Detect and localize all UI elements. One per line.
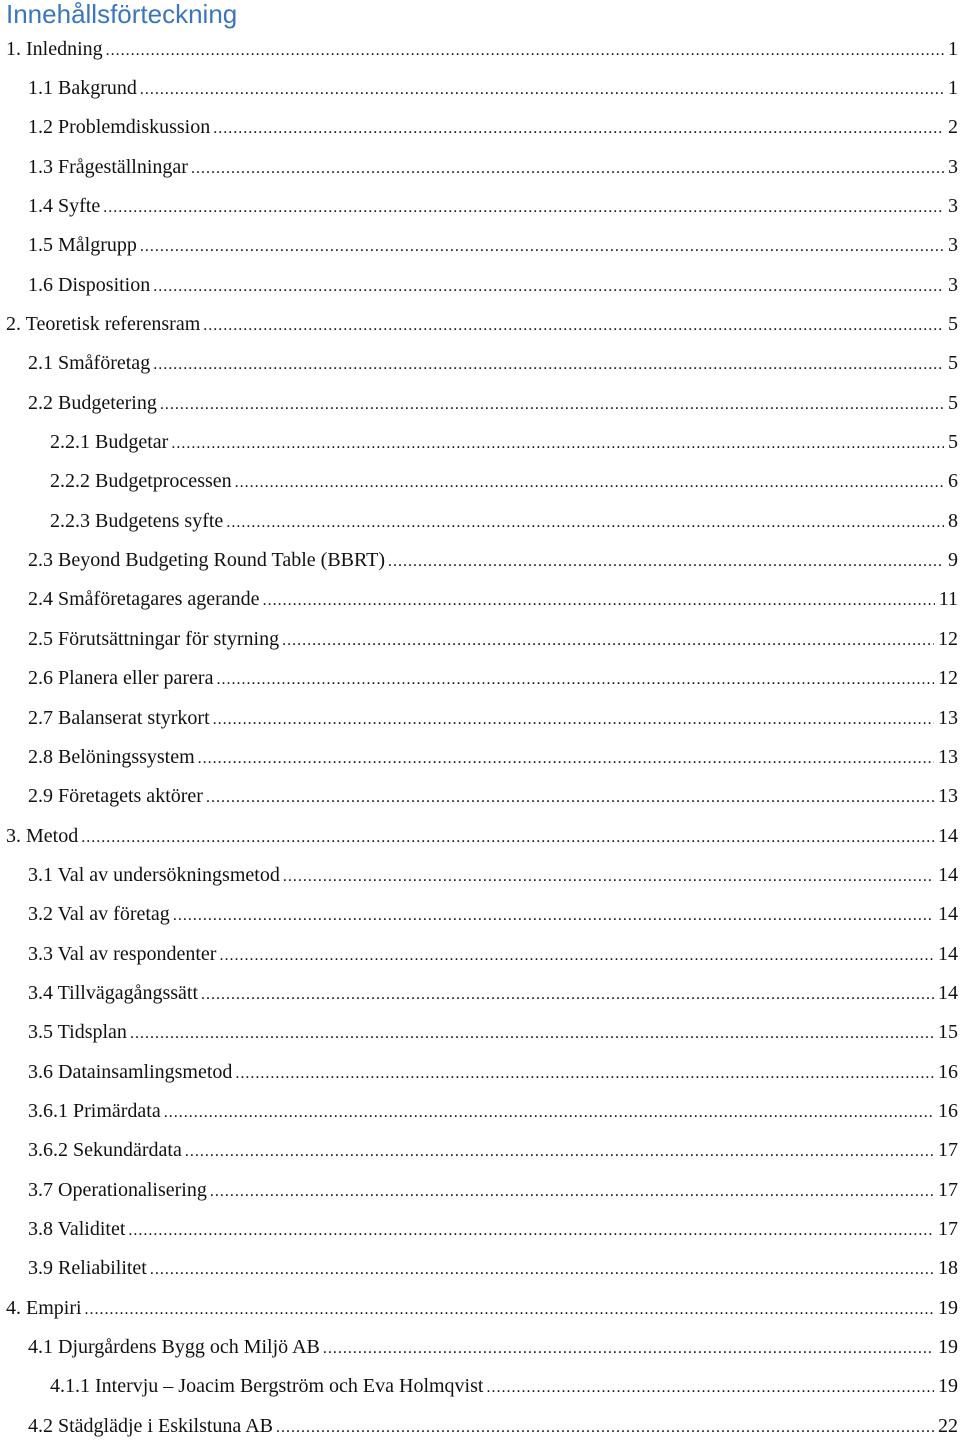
toc-entry-page: 3: [948, 155, 958, 178]
toc-dot-leader: [140, 78, 944, 102]
toc-entry[interactable]: [0, 698, 960, 737]
toc-entry-text: 3.7 Operationalisering: [28, 1178, 207, 1201]
toc-dot-leader: [164, 1101, 934, 1125]
toc-entry[interactable]: [0, 1013, 960, 1052]
toc-dot-leader: [81, 826, 934, 850]
toc-entry-page: 12: [938, 627, 958, 650]
toc-entry[interactable]: [0, 1406, 960, 1445]
toc-dot-leader: [235, 1062, 934, 1086]
toc-entry-page: 8: [948, 509, 958, 532]
toc-entry[interactable]: [0, 383, 960, 422]
toc-dot-leader: [210, 1180, 934, 1204]
toc-entry-text: 2.1 Småföretag: [28, 352, 151, 375]
toc-dot-leader: [150, 1258, 934, 1282]
toc-entry-text: 4.1 Djurgårdens Bygg och Miljö AB: [28, 1336, 320, 1359]
toc-entry-text: 4.1.1 Intervju – Joacim Bergström och Eva Holmqvist: [50, 1375, 484, 1398]
toc-dot-leader: [191, 157, 944, 181]
toc-dot-leader: [198, 747, 934, 771]
toc-entry[interactable]: [0, 895, 960, 934]
toc-entry-page: 3: [948, 234, 958, 257]
toc-entry-page: 19: [938, 1375, 958, 1398]
toc-dot-leader: [219, 944, 934, 968]
toc-dot-leader: [226, 511, 944, 535]
toc-entry-text: 1. Inledning: [6, 37, 103, 60]
toc-entry-page: 13: [938, 785, 958, 808]
toc-entry[interactable]: [0, 501, 960, 540]
toc-entry[interactable]: [0, 304, 960, 343]
toc-entry-text: 3.6.1 Primärdata: [28, 1099, 161, 1122]
toc-entry-text: 2.2.2 Budgetprocessen: [50, 470, 232, 493]
toc-entry[interactable]: [0, 580, 960, 619]
toc-entry[interactable]: [0, 29, 960, 68]
toc-dot-leader: [235, 471, 944, 495]
toc-entry[interactable]: [0, 816, 960, 855]
toc-entry[interactable]: [0, 68, 960, 107]
toc-entry-page: 17: [938, 1139, 958, 1162]
toc-title: Innehållsförteckning: [6, 0, 238, 29]
toc-dot-leader: [85, 1298, 934, 1322]
toc-entry-page: 19: [938, 1336, 958, 1359]
toc-dot-leader: [103, 196, 944, 220]
toc-entry-text: 3.6.2 Sekundärdata: [28, 1139, 182, 1162]
toc-dot-leader: [323, 1337, 934, 1361]
toc-entry[interactable]: [0, 1131, 960, 1170]
toc-dot-leader: [128, 1219, 934, 1243]
toc-dot-leader: [213, 117, 944, 141]
toc-entry[interactable]: [0, 659, 960, 698]
toc-entry-page: 5: [948, 431, 958, 454]
toc-entry[interactable]: [0, 737, 960, 776]
toc-entry-text: 4. Empiri: [6, 1296, 82, 1319]
toc-dot-leader: [153, 275, 944, 299]
toc-dot-leader: [206, 786, 934, 810]
toc-dot-leader: [388, 550, 944, 574]
toc-entry-text: 3.1 Val av undersökningsmetod: [28, 863, 280, 886]
toc-entry-text: 1.1 Bakgrund: [28, 77, 137, 100]
toc-entry[interactable]: [0, 422, 960, 461]
toc-entry-page: 14: [938, 824, 958, 847]
toc-entry-page: 1: [948, 37, 958, 60]
toc-entry-text: 2.4 Småföretagares agerande: [28, 588, 260, 611]
toc-entry[interactable]: [0, 108, 960, 147]
toc-entry[interactable]: [0, 186, 960, 225]
toc-entry-page: 14: [938, 981, 958, 1004]
toc-dot-leader: [263, 589, 935, 613]
toc-dot-leader: [130, 1022, 934, 1046]
toc-entry-page: 12: [938, 667, 958, 690]
toc-entry-page: 3: [948, 273, 958, 296]
toc-dot-leader: [203, 314, 944, 338]
toc-entry[interactable]: [0, 777, 960, 816]
toc-entry[interactable]: [0, 540, 960, 579]
toc-entry-page: 22: [938, 1414, 958, 1437]
toc-entry[interactable]: [0, 1209, 960, 1248]
toc-entry[interactable]: [0, 1170, 960, 1209]
toc-entry-page: 14: [938, 903, 958, 926]
toc-entry-page: 1: [948, 77, 958, 100]
toc-entry-page: 5: [948, 352, 958, 375]
toc-entry-page: 13: [938, 745, 958, 768]
toc-entry-text: 2.7 Balanserat styrkort: [28, 706, 210, 729]
toc-entry-text: 3.5 Tidsplan: [28, 1021, 127, 1044]
toc-entry-page: 13: [938, 706, 958, 729]
toc-dot-leader: [173, 904, 934, 928]
toc-entry-text: 3.4 Tillvägagångssätt: [28, 981, 199, 1004]
toc-entry-page: 2: [948, 116, 958, 139]
toc-entry-page: 5: [948, 391, 958, 414]
toc-entry-text: 3.6 Datainsamlingsmetod: [28, 1060, 233, 1083]
toc-dot-leader: [171, 432, 944, 456]
toc-dot-leader: [201, 983, 934, 1007]
toc-entry-page: 17: [938, 1217, 958, 1240]
toc-entry-page: 18: [938, 1257, 958, 1280]
toc-dot-leader: [216, 668, 934, 692]
toc-entry[interactable]: [0, 1288, 960, 1327]
toc-entry-page: 16: [938, 1060, 958, 1083]
toc-entry[interactable]: [0, 934, 960, 973]
toc-entry-text: 2. Teoretisk referensram: [6, 313, 201, 336]
toc-entry-text: 1.5 Målgrupp: [28, 234, 137, 257]
toc-entry[interactable]: [0, 147, 960, 186]
toc-entry-page: 17: [938, 1178, 958, 1201]
toc-entry-text: 1.6 Disposition: [28, 273, 151, 296]
toc-entry-text: 3.9 Reliabilitet: [28, 1257, 147, 1280]
toc-entry[interactable]: [0, 973, 960, 1012]
toc-entry[interactable]: [0, 1091, 960, 1130]
toc-entry-text: 2.5 Förutsättningar för styrning: [28, 627, 280, 650]
toc-entry[interactable]: [0, 1249, 960, 1288]
toc-entry-text: 1.4 Syfte: [28, 195, 101, 218]
toc-entry[interactable]: [0, 1367, 960, 1406]
toc-entry-page: 14: [938, 942, 958, 965]
toc-entry-page: 11: [938, 588, 958, 611]
toc-dot-leader: [160, 393, 944, 417]
toc-dot-leader: [213, 708, 934, 732]
toc-entry-text: 2.2.3 Budgetens syfte: [50, 509, 224, 532]
toc-dot-leader: [486, 1376, 934, 1400]
toc-entry-text: 1.2 Problemdiskussion: [28, 116, 211, 139]
toc-entry[interactable]: [0, 344, 960, 383]
toc-entry-text: 2.2 Budgetering: [28, 391, 157, 414]
toc-entry-text: 2.2.1 Budgetar: [50, 431, 169, 454]
toc-entry-page: 19: [938, 1296, 958, 1319]
toc-list: [0, 29, 960, 1445]
toc-entry-text: 4.2 Städglädje i Eskilstuna AB: [28, 1414, 273, 1437]
toc-entry-text: 2.3 Beyond Budgeting Round Table (BBRT): [28, 549, 386, 572]
toc-dot-leader: [283, 865, 934, 889]
toc-entry[interactable]: [0, 265, 960, 304]
toc-entry-text: 3.2 Val av företag: [28, 903, 170, 926]
toc-dot-leader: [185, 1140, 934, 1164]
toc-entry-text: 2.8 Belöningssystem: [28, 745, 195, 768]
toc-entry[interactable]: [0, 619, 960, 658]
toc-entry-page: 9: [948, 549, 958, 572]
toc-dot-leader: [153, 353, 944, 377]
toc-entry-page: 16: [938, 1099, 958, 1122]
toc-dot-leader: [276, 1416, 934, 1440]
toc-entry-text: 2.6 Planera eller parera: [28, 667, 214, 690]
toc-entry-text: 3. Metod: [6, 824, 79, 847]
toc-entry-text: 1.3 Frågeställningar: [28, 155, 188, 178]
toc-entry[interactable]: [0, 1052, 960, 1091]
toc-entry-text: 2.9 Företagets aktörer: [28, 785, 203, 808]
toc-entry-page: 14: [938, 863, 958, 886]
toc-entry-page: 5: [948, 313, 958, 336]
toc-entry-page: 15: [938, 1021, 958, 1044]
toc-dot-leader: [282, 629, 934, 653]
toc-entry[interactable]: [0, 1327, 960, 1366]
toc-entry-page: 3: [948, 195, 958, 218]
toc-entry-page: 6: [948, 470, 958, 493]
toc-entry[interactable]: [0, 226, 960, 265]
toc-entry-text: 3.8 Validitet: [28, 1217, 126, 1240]
toc-entry[interactable]: [0, 855, 960, 894]
toc-dot-leader: [106, 39, 944, 63]
toc-dot-leader: [140, 235, 944, 259]
toc-entry[interactable]: [0, 462, 960, 501]
toc-entry-text: 3.3 Val av respondenter: [28, 942, 217, 965]
